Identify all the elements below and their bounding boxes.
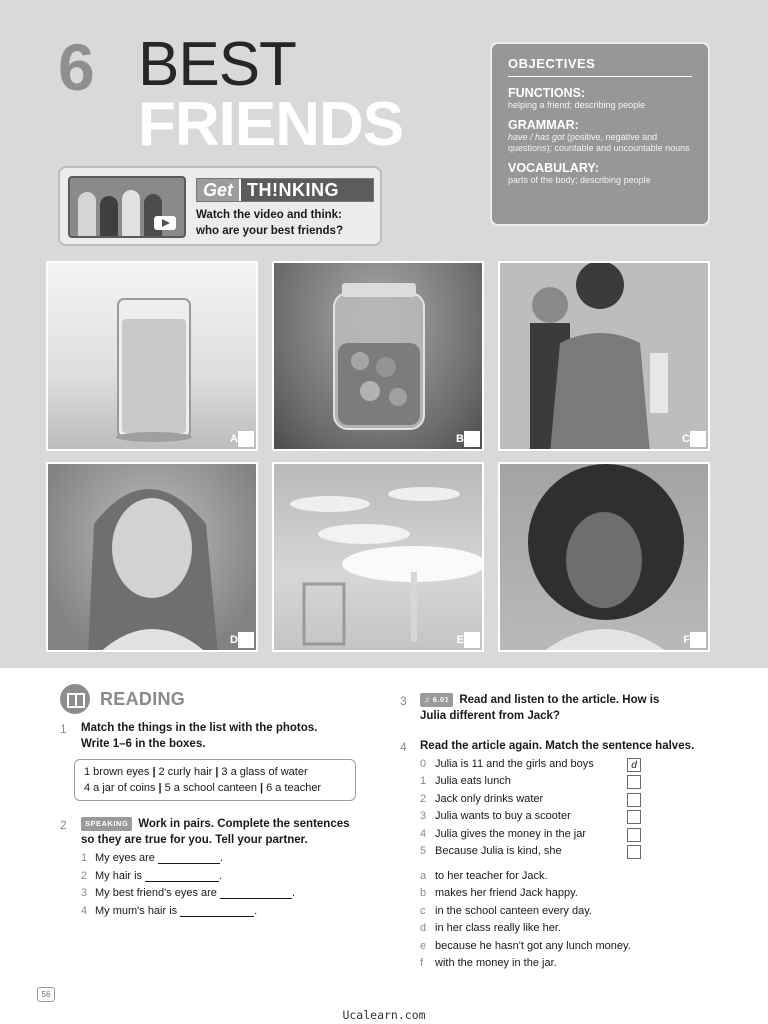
video-figure <box>78 192 96 236</box>
list-item <box>420 826 641 844</box>
objectives-title: OBJECTIVES <box>508 56 692 77</box>
item-letter: c <box>420 904 426 917</box>
answer-box[interactable] <box>627 810 641 824</box>
answer-box[interactable] <box>238 431 254 447</box>
item-end: . <box>291 887 295 900</box>
list-item <box>420 774 641 792</box>
exercise-1-line1: Match the things in the list with the photos. <box>81 722 318 734</box>
item-letter: a <box>420 869 427 882</box>
item-number: 3 <box>81 887 88 900</box>
grammar-text-italic: have / has got <box>508 131 565 142</box>
video-figure <box>100 196 118 236</box>
item-text: Julia eats lunch <box>435 775 511 788</box>
item-number: 2 <box>420 792 427 805</box>
photo-label: B <box>456 433 464 445</box>
list-item <box>420 756 641 774</box>
word-item: 5 a school canteen <box>164 781 257 794</box>
exercise-2-instruction <box>81 816 350 848</box>
item-text: in her class really like her. <box>435 922 561 935</box>
list-item <box>420 903 631 921</box>
item-text: with the money in the jar. <box>435 957 557 970</box>
item-end: . <box>219 852 223 864</box>
list-item <box>420 938 631 956</box>
word-item: 4 a jar of coins <box>84 781 156 794</box>
photo-label: D <box>230 634 238 646</box>
word-list-box <box>74 759 356 801</box>
list-item <box>420 921 631 939</box>
video-thumbnail[interactable] <box>68 176 186 238</box>
photo-school-canteen <box>272 462 484 652</box>
item-text: in the school canteen every day. <box>435 904 592 917</box>
get-word: Get <box>197 179 241 201</box>
get-thinking-logo <box>196 178 374 202</box>
answer-blank[interactable] <box>180 906 254 917</box>
exercise-3-line2: Julia different from Jack? <box>420 710 560 723</box>
unit-title-line2: FRIENDS <box>138 90 404 159</box>
photo-jar-of-coins <box>272 261 484 451</box>
play-icon[interactable] <box>154 216 176 230</box>
book-icon <box>60 684 90 714</box>
word-list-line1: 1 brown eyes | 2 curly hair | 3 a glass of water <box>84 766 308 778</box>
photo-label: C <box>682 433 690 445</box>
list-item <box>81 868 295 886</box>
answer-box[interactable] <box>238 632 254 648</box>
audio-track-tag[interactable] <box>420 693 453 708</box>
photo-label: A <box>230 433 238 445</box>
exercise-3-line1 <box>420 692 659 708</box>
item-letter: b <box>420 887 427 900</box>
answer-box[interactable] <box>627 793 641 807</box>
list-item <box>420 886 631 904</box>
objectives-box <box>490 42 710 226</box>
get-thinking-panel <box>58 166 382 246</box>
photo-label: E <box>456 634 464 646</box>
jar-icon <box>274 263 484 451</box>
item-number: 5 <box>420 845 427 858</box>
list-item <box>420 956 631 974</box>
list-item <box>81 903 295 921</box>
answer-box[interactable] <box>627 775 641 789</box>
answer-blank[interactable] <box>158 853 220 864</box>
item-text: Julia gives the money in the jar <box>435 827 587 840</box>
exercise-number: 2 <box>60 818 67 832</box>
functions-text: helping a friend; describing people <box>508 100 646 110</box>
item-text: My best friend's eyes are <box>95 887 217 900</box>
word-list-line2: 4 a jar of coins | 5 a school canteen | 6 a teacher <box>84 781 322 794</box>
item-text: My mum's hair is <box>95 904 178 917</box>
item-text: Julia wants to buy a scooter <box>435 810 571 823</box>
unit-title-line1: BEST <box>138 30 296 99</box>
exercise-2-items <box>81 850 295 920</box>
item-end: . <box>254 904 258 917</box>
answer-box[interactable] <box>690 431 706 447</box>
exercise-number: 4 <box>400 740 407 754</box>
vocabulary-label: VOCABULARY: <box>508 161 599 176</box>
item-letter: e <box>420 939 427 952</box>
item-number: 4 <box>81 904 88 917</box>
thinking-word: TH!NKING <box>241 179 373 201</box>
footer-watermark: Ucalearn.com <box>342 1008 426 1022</box>
vocabulary-text: parts of the body; describing people <box>508 175 651 186</box>
word-item: 2 curly hair <box>158 766 213 778</box>
exercise-4-instruction: Read the article again. Match the sentence halves. <box>420 740 695 752</box>
item-number: 1 <box>81 852 88 864</box>
photo-label: F <box>683 634 690 646</box>
item-text: Julia is 11 and the girls and boys <box>435 757 594 770</box>
list-item <box>420 791 641 809</box>
exercise-2-line1 <box>81 816 350 832</box>
photo-girl-long-hair <box>46 462 258 652</box>
functions-label: FUNCTIONS: <box>508 86 586 100</box>
list-item <box>420 809 641 827</box>
item-text: Jack only drinks water <box>435 792 544 805</box>
item-number: 1 <box>420 775 427 788</box>
item-text: makes her friend Jack happy. <box>435 887 578 900</box>
thinking-prompt-line1: Watch the video and think: <box>196 209 342 221</box>
grammar-text-rest: (positive, negative and questions); countable and uncountable nouns <box>508 131 690 154</box>
sentence-starts-list <box>420 756 641 861</box>
item-text: Because Julia is kind, she <box>435 845 562 858</box>
thinking-prompt-line2: who are your best friends? <box>196 224 343 237</box>
photo-teacher <box>498 261 710 451</box>
exercise-number: 1 <box>60 722 67 736</box>
item-text: to her teacher for Jack. <box>435 869 548 882</box>
word-item: 3 a glass of water <box>221 766 308 778</box>
item-number: 0 <box>420 757 427 770</box>
exercise-3-instruction <box>420 692 659 724</box>
word-item: 6 a teacher <box>266 781 322 794</box>
curly-hair-girl-icon <box>500 464 710 652</box>
list-item <box>420 868 631 886</box>
exercise-1-line2: Write 1–6 in the boxes. <box>81 738 206 751</box>
item-text: because he hasn't got any lunch money. <box>435 939 631 952</box>
unit-number: 6 <box>58 30 95 104</box>
item-number: 2 <box>81 869 88 882</box>
answer-box[interactable] <box>464 632 480 648</box>
item-text: My hair is <box>95 869 143 882</box>
item-letter: f <box>420 957 424 970</box>
answer-box[interactable] <box>627 845 641 859</box>
sentence-ends-list <box>420 868 631 973</box>
glass-icon <box>48 263 258 451</box>
item-letter: d <box>420 922 427 935</box>
grammar-text <box>508 132 692 155</box>
word-item: 1 brown eyes <box>84 766 150 778</box>
answer-box[interactable] <box>464 431 480 447</box>
answer-box[interactable] <box>690 632 706 648</box>
exercise-1-instruction <box>81 720 317 752</box>
photo-girl-curly-hair <box>498 462 710 652</box>
canteen-icon <box>274 464 484 652</box>
item-number: 3 <box>420 810 427 823</box>
item-number: 4 <box>420 827 427 840</box>
page-number: 56 <box>37 987 55 1002</box>
exercise-number: 3 <box>400 694 407 708</box>
girl-icon <box>48 464 258 652</box>
reading-section-title: READING <box>100 689 186 709</box>
list-item <box>81 885 295 903</box>
thinking-prompt <box>196 208 343 239</box>
photo-glass-of-water <box>46 261 258 451</box>
audio-track-number: 6.01 <box>432 694 450 704</box>
speaker-icon: ♫ <box>424 694 433 704</box>
answer-box[interactable] <box>627 828 641 842</box>
item-end: . <box>219 869 223 882</box>
teacher-icon <box>500 263 710 451</box>
exercise-2-line2: so they are true for you. Tell your partner. <box>81 834 308 847</box>
exercise-3-line1-text: Read and listen to the article. How is <box>459 694 660 706</box>
answer-blank[interactable] <box>220 888 292 899</box>
answer-box[interactable]: d <box>627 758 641 772</box>
item-text: My eyes are <box>95 852 155 864</box>
video-figure <box>122 190 140 236</box>
speaking-tag: SPEAKING <box>81 817 132 832</box>
list-item <box>81 850 295 868</box>
grammar-label: GRAMMAR: <box>508 117 579 132</box>
exercise-2-line1-text: Work in pairs. Complete the sentences <box>138 818 350 830</box>
list-item <box>420 844 641 862</box>
answer-blank[interactable] <box>145 871 219 882</box>
